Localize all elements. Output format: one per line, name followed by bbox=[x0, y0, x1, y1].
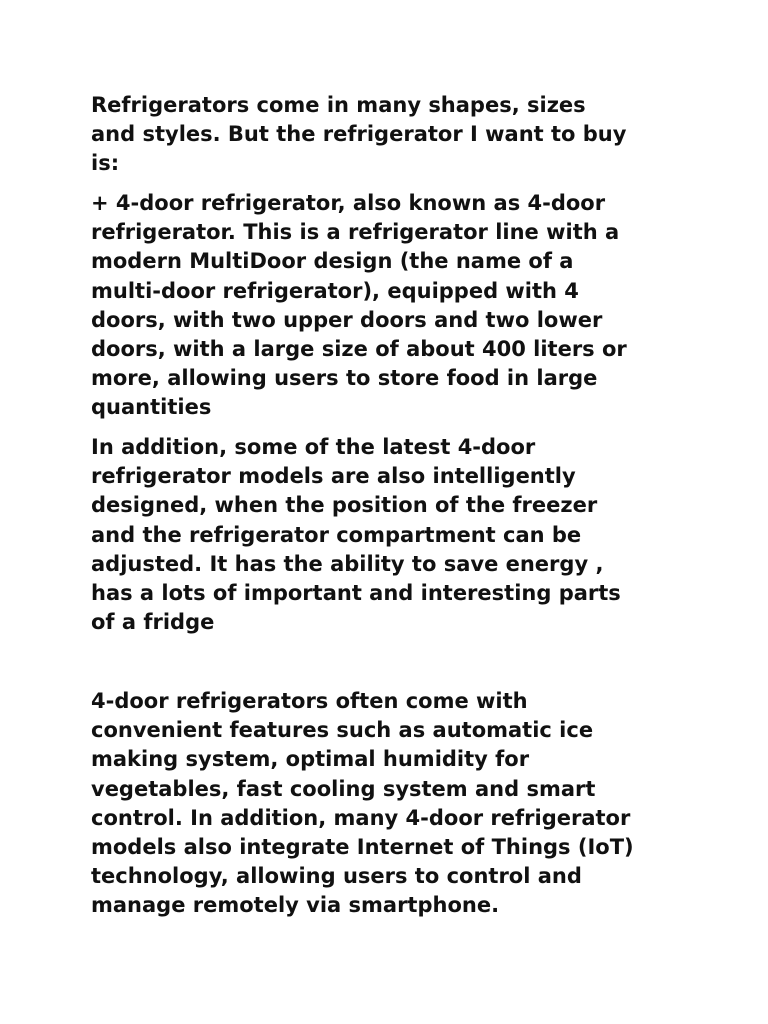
paragraph-intelligent-design: In addition, some of the latest 4-door refrigerator models are also intelligently designed, when the position of the freezer and the refrigerator compartment can be adjusted. It has the ability to save energy , has a lots of important and interesting parts of a fridge bbox=[91, 435, 621, 635]
paragraph-4-door-description: + 4-door refrigerator, also known as 4-door refrigerator. This is a refrigerator line with a modern MultiDoor design (the name of a multi-door refrigerator), equipped with 4 doors, with two upper doors and two lower doors, with a large size of about 400 liters or more, allowing users to store food in large quantities bbox=[91, 191, 627, 420]
paragraph-intro: Refrigerators come in many shapes, sizes and styles. But the refrigerator I want to buy is: bbox=[91, 93, 627, 176]
paragraph-features: 4-door refrigerators often come with convenient features such as automatic ice making system, optimal humidity for vegetables, fast cooling system and smart control. In addition, many 4-door refrigerator models also integrate Internet of Things (IoT) technology, allowing users to control and manage remotely via smartphone. bbox=[91, 689, 634, 918]
